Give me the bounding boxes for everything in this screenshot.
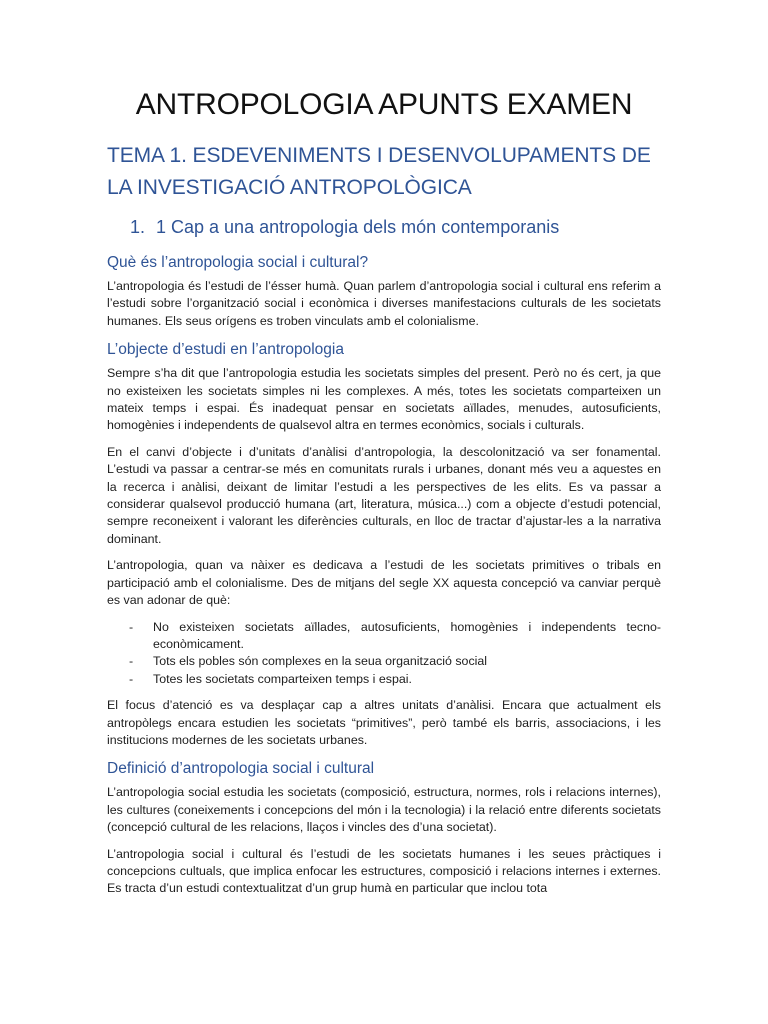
paragraph: L’antropologia és l’estudi de l’ésser humà. Quan parlem d’antropologia social i cultural ens referim a l’estudi sobre l’organització social i econòmica i diverses manifestacions culturals de les societats humanes. Els seus orígens es troben vinculats amb el colonialisme.	[107, 279, 661, 328]
list-item-text: No existeixen societats aïllades, autosuficients, homogènies i independents tecno-econòmicament.	[153, 619, 661, 651]
section-title: 1 Cap a una antropologia dels món contemporanis	[156, 217, 560, 237]
list-marker: -	[129, 619, 134, 634]
subheading-objecte: L’objecte d’estudi en l’antropologia	[107, 341, 344, 359]
tema-heading: TEMA 1. ESDEVENIMENTS I DESENVOLUPAMENTS DE LA INVESTIGACIÓ ANTROPOLÒGICA	[107, 144, 651, 199]
subheading-definicio: Definició d’antropologia social i cultural	[107, 760, 375, 778]
list-item-text: Totes les societats comparteixen temps i espai.	[153, 671, 412, 686]
document-title: ANTROPOLOGIA APUNTS EXAMEN	[135, 88, 633, 121]
list-item	[107, 619, 661, 654]
paragraph: L’antropologia social i cultural és l’estudi de les societats humanes i les seues pràctiques i concepcions cultuals, que implica enfocar les estructures, composició i relacions internes i externes. Es tracta d’un estudi contextualitzat d’un grup humà en particular que inclou tota	[107, 846, 661, 896]
paragraph: En el canvi d’objecte i d’unitats d’anàlisi d’antropologia, la descolonització va ser fonamental. L’estudi va passar a centrar-se més en comunitats rurals i urbanes, donant més veu a aquestes en la recerca i anàlisi, deixant de limitar l’estudi a les perspectives de les elits. Es va passar a considerar qualsevol producció humana (art, literatura, música...) com a objecte d’estudi potencial, sempre reconeixent i valorant les diferències culturals, en lloc de tractar d’ajustar-les a la narrativa dominant.	[107, 444, 661, 546]
subheading-que-es: Què és l’antropologia social i cultural?	[107, 254, 369, 271]
dash-list	[107, 619, 661, 689]
paragraph: L’antropologia, quan va nàixer es dedicava a l’estudi de les societats primitives o tribals en participació amb el colonialisme. Des de mitjans del segle XX aquesta concepció va canviar perquè es van adonar de què:	[107, 558, 661, 608]
section-heading	[107, 214, 661, 240]
paragraph: Sempre s’ha dit que l’antropologia estudia les societats simples del present. Però no és cert, ja que no existeixen les societats simples ni les complexes. A més, totes les societats comparteixen un mateix temps i espai. És inadequat pensar en societats aïllades, menudes, autosuficients, homogènies i independents de qualsevol altra en termes econòmics, socials i culturals.	[107, 366, 661, 433]
paragraph: L’antropologia social estudia les societats (composició, estructura, normes, rols i relacions internes), les cultures (coneixements i concepcions del món i la tecnologia) i la relació entre diferents societats (concepció cultural de les relacions, llaços i vincles des d’una societat).	[107, 785, 661, 835]
list-marker: -	[129, 654, 134, 669]
list-item-text: Tots els pobles són complexes en la seua organització social	[153, 654, 488, 669]
list-marker: -	[129, 671, 134, 686]
paragraph: El focus d’atenció es va desplaçar cap a altres unitats d’anàlisi. Encara que actualment els antropòlegs encara estudien les societats “primitives”, però també els barris, associacions, i les institucions modernes de les societats urbanes.	[107, 698, 661, 747]
section-number: 1.	[130, 217, 146, 237]
list-item	[107, 671, 661, 688]
list-item	[107, 653, 661, 670]
